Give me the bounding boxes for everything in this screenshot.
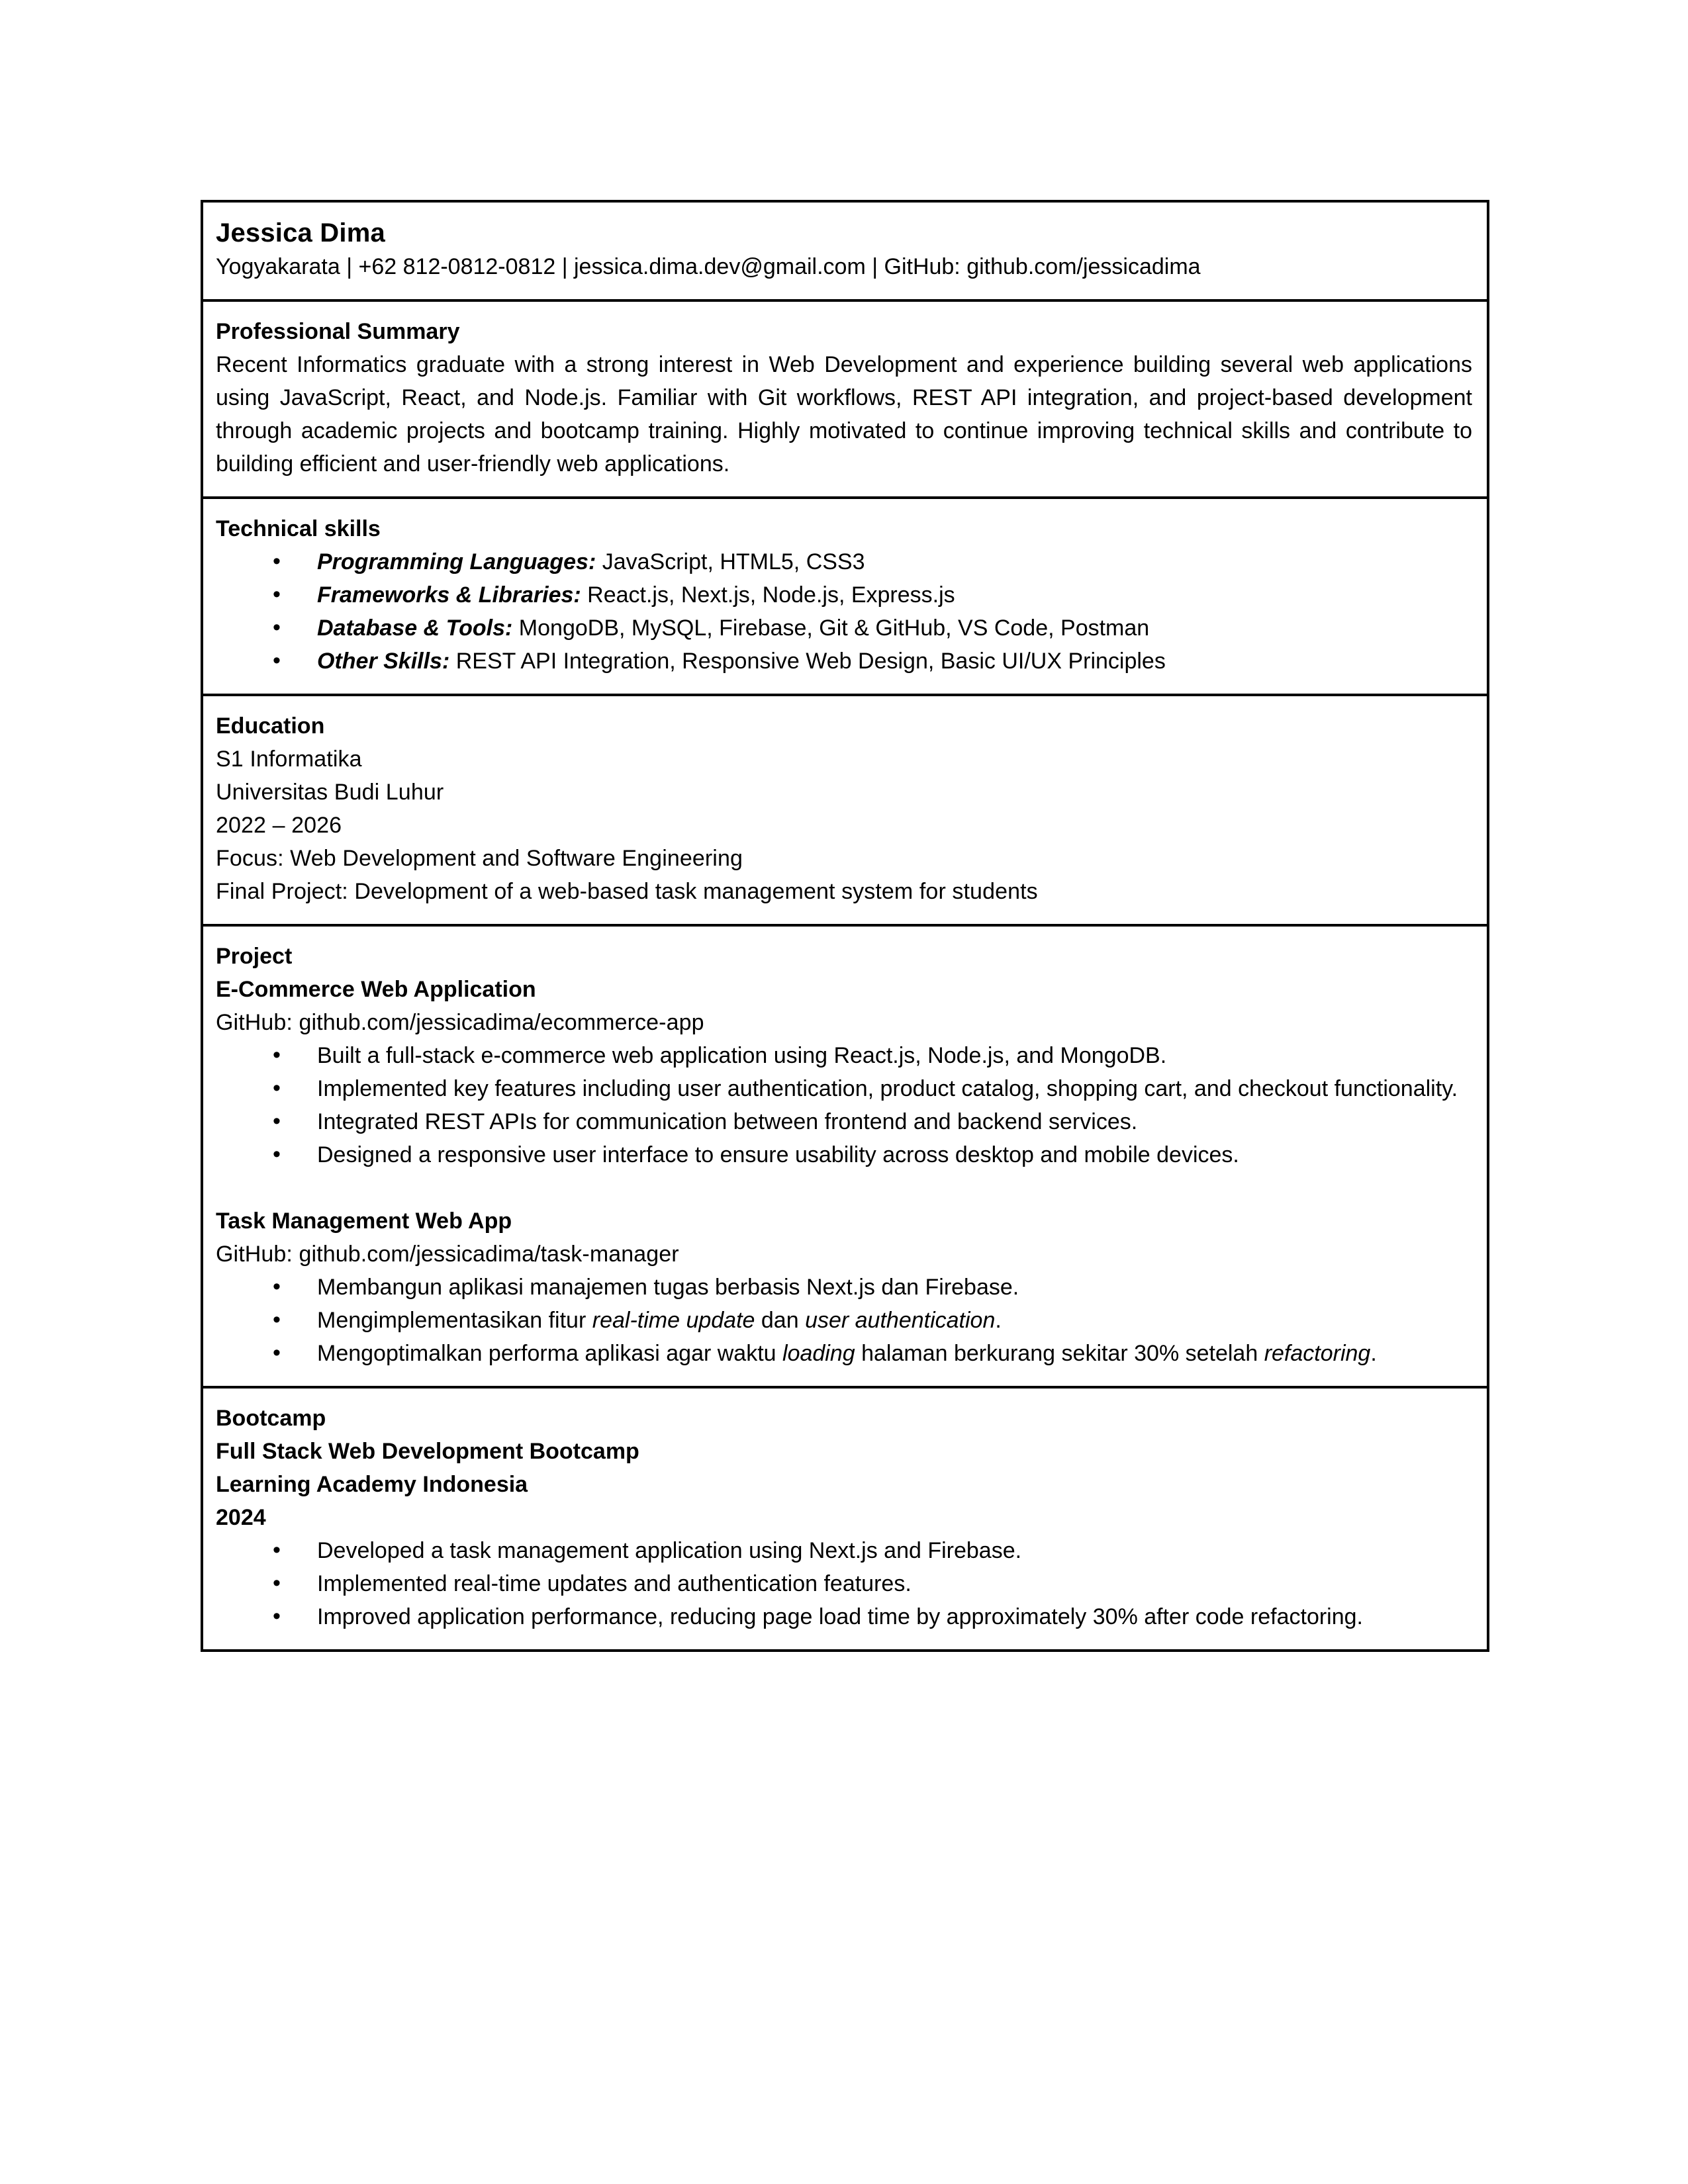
skills-item-value: JavaScript, HTML5, CSS3 — [596, 549, 865, 574]
section-education — [203, 696, 1487, 927]
education-heading: Education — [216, 713, 325, 739]
bullet-text: Mengimplementasikan fitur — [317, 1308, 592, 1333]
skills-item-label: Frameworks & Libraries: — [317, 582, 581, 608]
section-professional-summary — [203, 302, 1487, 499]
resume-table — [201, 200, 1489, 1652]
project-github-link: GitHub: github.com/jessicadima/task-manager — [216, 1242, 679, 1267]
bullet-item: • Built a full-stack e-commerce web application using React.js, Node.js, and MongoDB. — [216, 1039, 1472, 1072]
bullet-text: Mengoptimalkan performa aplikasi agar waktu — [317, 1341, 783, 1366]
education-institution: Universitas Budi Luhur — [216, 780, 444, 805]
emphasised-term: loading — [782, 1341, 855, 1366]
project-bullets — [216, 1039, 1472, 1171]
bullet-item: • Implemented real-time updates and authentication features. — [216, 1567, 1472, 1600]
education-final-project: Final Project: Development of a web-based task management system for students — [216, 879, 1038, 904]
bullet-item: • Implemented key features including user authentication, product catalog, shopping cart, and checkout functionality. — [216, 1072, 1472, 1105]
summary-text: Recent Informatics graduate with a strong interest in Web Development and experience building several web applications using JavaScript, React, and Node.js. Familiar with Git workflows, REST API integration, and project-based development through academic projects and bootcamp training. Highly motivated to continue improving technical skills and contribute to building efficient and user-friendly web applications. — [216, 352, 1472, 477]
emphasised-term: user authentication — [805, 1308, 996, 1333]
project-title: E-Commerce Web Application — [216, 977, 536, 1002]
skills-list-item — [216, 578, 1472, 612]
section-header — [203, 203, 1487, 302]
skills-item-value: React.js, Next.js, Node.js, Express.js — [581, 582, 955, 608]
skills-item-value: REST API Integration, Responsive Web Design, Basic UI/UX Principles — [449, 649, 1166, 674]
skills-item-value: MongoDB, MySQL, Firebase, Git & GitHub, VS Code, Postman — [512, 615, 1150, 641]
contact-line: Yogyakarata | +62 812-0812-0812 | jessica.dima.dev@gmail.com | GitHub: github.com/jessicadima — [216, 254, 1201, 279]
bullet-text: dan — [755, 1308, 806, 1333]
skills-heading: Technical skills — [216, 516, 381, 541]
summary-heading: Professional Summary — [216, 319, 460, 344]
bootcamp-bullets — [216, 1534, 1472, 1633]
section-bootcamp — [203, 1388, 1487, 1649]
bullet-text: . — [1370, 1341, 1377, 1366]
project-github-link: GitHub: github.com/jessicadima/ecommerce-app — [216, 1010, 704, 1035]
bullet-text: Membangun aplikasi manajemen tugas berbasis Next.js dan Firebase. — [317, 1275, 1019, 1300]
emphasised-term: refactoring — [1264, 1341, 1371, 1366]
bullet-item: • Developed a task management application using Next.js and Firebase. — [216, 1534, 1472, 1567]
bullet-item: • Designed a responsive user interface to ensure usability across desktop and mobile devices. — [216, 1138, 1472, 1171]
skills-item-label: Other Skills: — [317, 649, 450, 674]
candidate-name: Jessica Dima — [216, 218, 385, 248]
section-technical-skills — [203, 499, 1487, 696]
project-entry-divider — [216, 1171, 1472, 1205]
bullet-item — [216, 1304, 1472, 1337]
bullet-text: . — [995, 1308, 1002, 1333]
bootcamp-organization: Learning Academy Indonesia — [216, 1472, 528, 1497]
project-entry-task-manager — [216, 1205, 1472, 1370]
skills-item-label: Database & Tools: — [317, 615, 513, 641]
skills-item-label: Programming Languages: — [317, 549, 596, 574]
project-entry-ecommerce — [216, 973, 1472, 1171]
bootcamp-heading: Bootcamp — [216, 1406, 326, 1431]
bullet-text: halaman berkurang sekitar 30% setelah — [855, 1341, 1264, 1366]
education-degree: S1 Informatika — [216, 747, 362, 772]
project-bullets — [216, 1271, 1472, 1370]
bullet-item — [216, 1271, 1472, 1304]
emphasised-term: real-time update — [592, 1308, 755, 1333]
education-years: 2022 – 2026 — [216, 813, 342, 838]
bootcamp-program: Full Stack Web Development Bootcamp — [216, 1439, 639, 1464]
skills-list-item — [216, 545, 1472, 578]
skills-list-item — [216, 645, 1472, 678]
project-title: Task Management Web App — [216, 1208, 512, 1234]
bullet-item: • Integrated REST APIs for communication between frontend and backend services. — [216, 1105, 1472, 1138]
education-focus: Focus: Web Development and Software Engineering — [216, 846, 743, 871]
bootcamp-year: 2024 — [216, 1505, 266, 1530]
bullet-item — [216, 1337, 1472, 1370]
skills-list-item — [216, 612, 1472, 645]
bullet-item: • Improved application performance, reducing page load time by approximately 30% after code refactoring. — [216, 1600, 1472, 1633]
skills-list — [216, 545, 1472, 678]
section-project — [203, 927, 1487, 1388]
project-heading: Project — [216, 944, 293, 969]
